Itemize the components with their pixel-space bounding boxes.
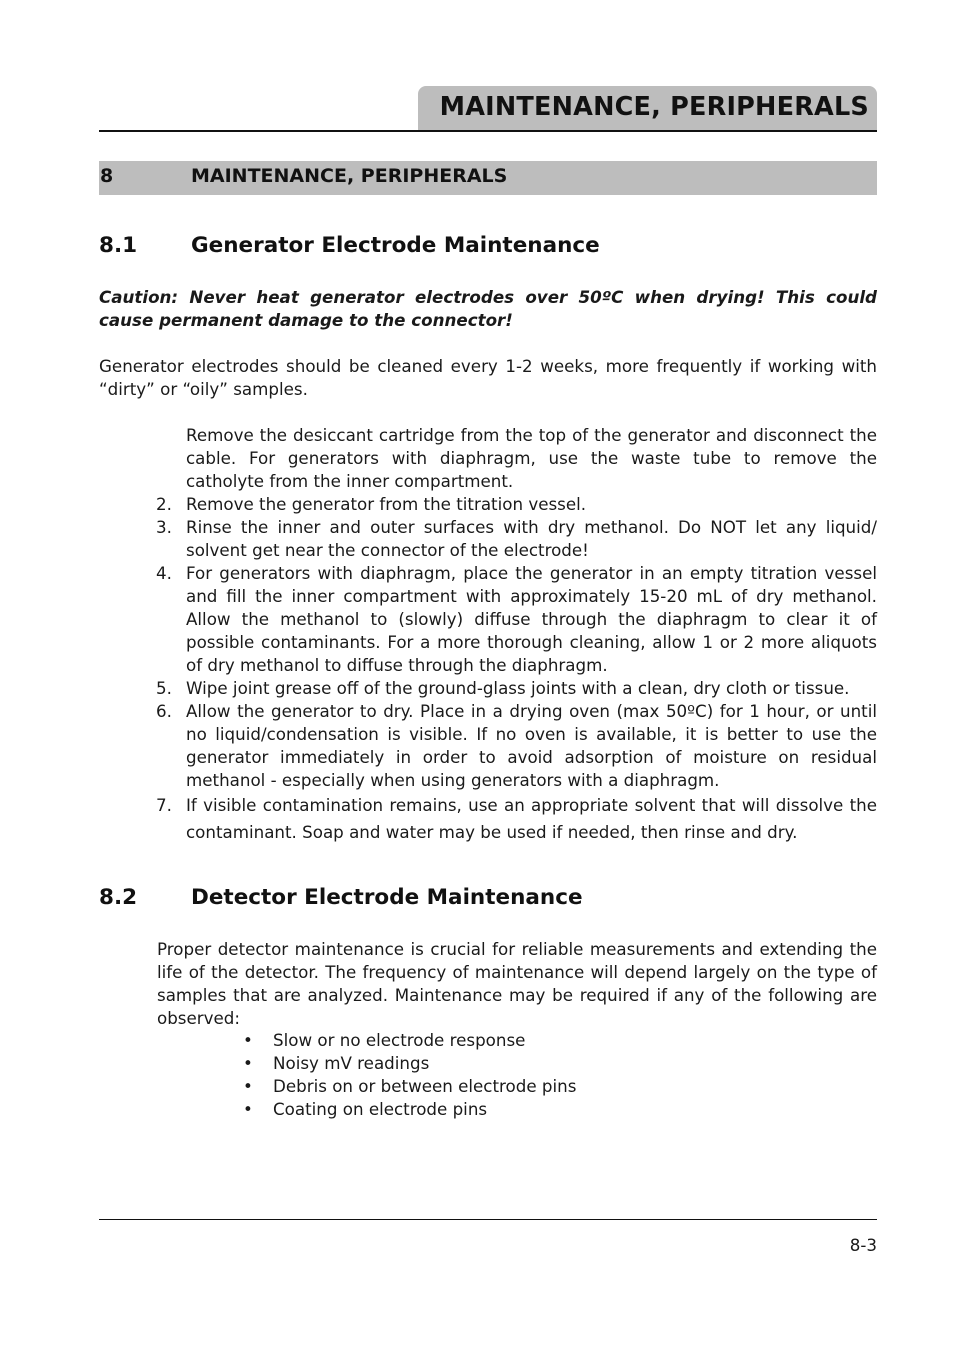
step-number: 2. bbox=[156, 494, 172, 514]
list-item: • Slow or no electrode response bbox=[243, 1029, 576, 1052]
step-number: 7. bbox=[156, 795, 172, 815]
detector-intro-paragraph: Proper detector maintenance is crucial for reliable measurements and extending the life of the detector. The frequency of maintenance will depend largely on the type of samples that are analyzed. Maintenance may be required if any of the following are observed: bbox=[157, 939, 877, 1028]
section-number: 8 bbox=[100, 165, 114, 187]
list-item: • Noisy mV readings bbox=[243, 1052, 576, 1075]
subsection-title: Generator Electrode Maintenance bbox=[191, 233, 600, 258]
footer-rule bbox=[99, 1219, 877, 1220]
step-text: Remove the desiccant cartridge from the top of the generator and disconnect the cable. For generators with diaphragm, use the waste tube to remove the catholyte from the inner compartment. bbox=[186, 425, 877, 491]
step-number: 4. bbox=[156, 563, 172, 583]
step-item bbox=[156, 493, 877, 516]
section-heading bbox=[99, 161, 877, 195]
header-rule bbox=[99, 130, 877, 132]
step-number: 5. bbox=[156, 678, 172, 698]
symptom-bullet-list bbox=[243, 1029, 576, 1121]
subsection-title: Detector Electrode Maintenance bbox=[191, 885, 583, 910]
section-title: MAINTENANCE, PERIPHERALS bbox=[191, 165, 508, 187]
step-text: Wipe joint grease off of the ground-glass joints with a clean, dry cloth or tissue. bbox=[186, 678, 850, 698]
step-item bbox=[156, 700, 877, 792]
subsection-number: 8.2 bbox=[99, 885, 138, 910]
step-text: If visible contamination remains, use an appropriate solvent that will dissolve the contaminant. Soap and water may be used if needed, then rinse and dry. bbox=[186, 795, 877, 842]
step-item bbox=[156, 516, 877, 562]
caution-note: Caution: Never heat generator electrodes over 50ºC when drying! This could cause permanent damage to the connector! bbox=[99, 287, 877, 330]
step-number: 3. bbox=[156, 517, 172, 537]
step-number: 6. bbox=[156, 701, 172, 721]
subsection-number: 8.1 bbox=[99, 233, 138, 258]
step-text: Allow the generator to dry. Place in a drying oven (max 50ºC) for 1 hour, or until no liquid/condensation is visible. If no oven is available, it is better to use the generator immediately in order to avoid adsorption of moisture on residual methanol - especially when using generators with a diaphragm. bbox=[186, 701, 877, 790]
page-number: 8-3 bbox=[849, 1235, 877, 1255]
generator-intro-paragraph: Generator electrodes should be cleaned every 1-2 weeks, more frequently if working with “dirty” or “oily” samples. bbox=[99, 356, 877, 399]
generator-steps-list bbox=[156, 424, 877, 846]
chapter-header-tab: MAINTENANCE, PERIPHERALS bbox=[418, 86, 877, 131]
step-item bbox=[156, 677, 877, 700]
step-item bbox=[156, 424, 877, 493]
list-item: • Debris on or between electrode pins bbox=[243, 1075, 576, 1098]
step-text: For generators with diaphragm, place the generator in an empty titration vessel and fill the inner compartment with approximately 15-20 mL of dry methanol. Allow the methanol to (slowly) diffuse through the diaphragm to clear it of possible contaminants. For a more thorough cleaning, allow 1 or 2 more aliquots of dry methanol to diffuse through the diaphragm. bbox=[186, 563, 877, 675]
step-item bbox=[156, 792, 877, 846]
step-text: Rinse the inner and outer surfaces with dry methanol. Do NOT let any liquid/ solvent get near the connector of the electrode! bbox=[186, 517, 877, 560]
list-item: • Coating on electrode pins bbox=[243, 1098, 576, 1121]
step-item bbox=[156, 562, 877, 677]
step-text: Remove the generator from the titration vessel. bbox=[186, 494, 587, 514]
